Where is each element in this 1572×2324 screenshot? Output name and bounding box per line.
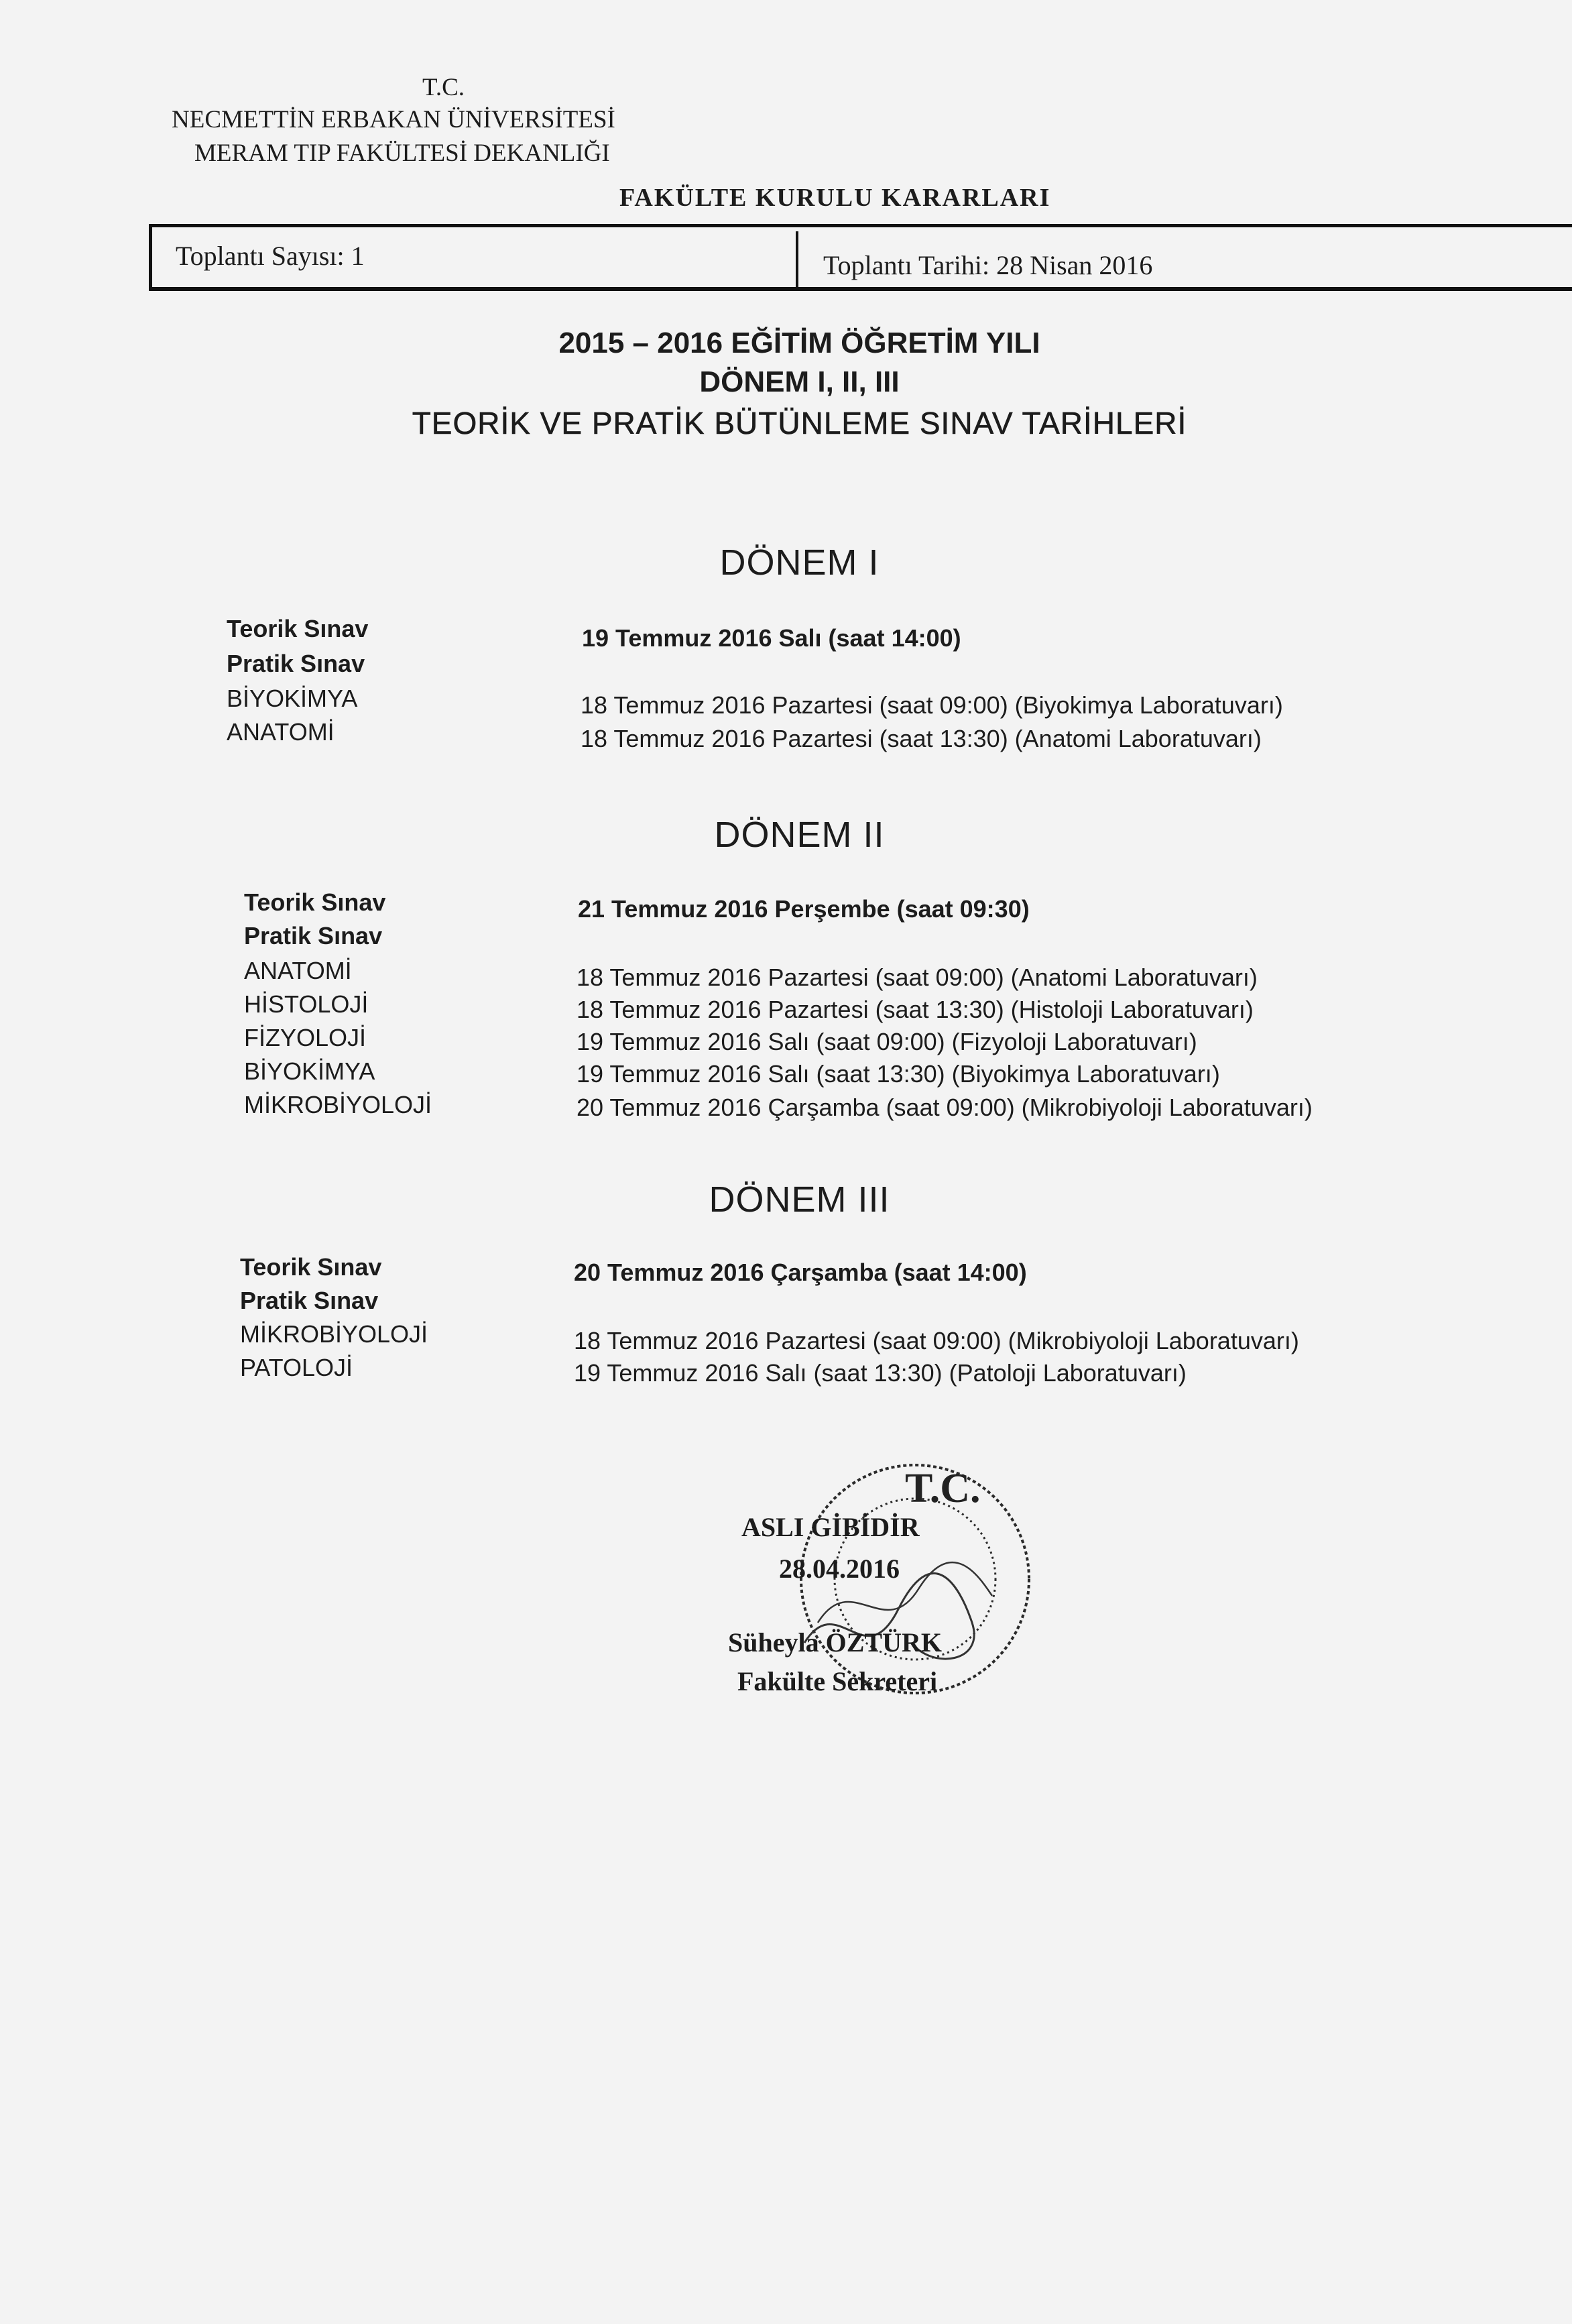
donem1-practical-label: Pratik Sınav (227, 650, 365, 677)
donem2-row-value: 20 Temmuz 2016 Çarşamba (saat 09:00) (Mikrobiyoloji Laboratuvarı) (577, 1094, 1313, 1121)
donem2-row-label: FİZYOLOJİ (244, 1024, 367, 1051)
donem2-heading: DÖNEM II (714, 815, 885, 855)
seal-text: T.C. (905, 1466, 981, 1511)
donem2-theory-label: Teorik Sınav (244, 888, 386, 916)
box-bottom-border (149, 287, 1572, 291)
title-line3: TEORİK VE PRATİK BÜTÜNLEME SINAV TARİHLERİ (412, 406, 1187, 441)
donem2-row-label: ANATOMİ (244, 957, 352, 984)
donem3-practical-label: Pratik Sınav (240, 1287, 379, 1314)
donem2-row-label: MİKROBİYOLOJİ (244, 1091, 432, 1118)
donem2-row-label: HİSTOLOJİ (244, 990, 369, 1018)
stamp-certified-copy: ASLI GİBİDİR (741, 1512, 920, 1542)
signatory-role: Fakülte Sekreteri (737, 1666, 938, 1696)
donem2-theory-value: 21 Temmuz 2016 Perşembe (saat 09:30) (578, 895, 1030, 923)
donem3-theory-label: Teorik Sınav (240, 1253, 382, 1281)
donem1-row-label: ANATOMİ (227, 718, 335, 746)
meeting-date: Toplantı Tarihi: 28 Nisan 2016 (823, 250, 1153, 280)
header-university: NECMETTİN ERBAKAN ÜNİVERSİTESİ (172, 106, 615, 133)
donem2-row-value: 19 Temmuz 2016 Salı (saat 09:00) (Fizyoloji Laboratuvarı) (577, 1028, 1197, 1055)
signatory-name: Süheyla ÖZTÜRK (728, 1627, 942, 1658)
stamp-date: 28.04.2016 (779, 1554, 900, 1584)
donem3-heading: DÖNEM III (709, 1179, 890, 1220)
donem1-theory-value: 19 Temmuz 2016 Salı (saat 14:00) (582, 624, 961, 652)
donem2-row-value: 18 Temmuz 2016 Pazartesi (saat 13:30) (Histoloji Laboratuvarı) (577, 996, 1254, 1023)
header-decisions: FAKÜLTE KURULU KARARLARI (619, 184, 1051, 212)
donem3-theory-value: 20 Temmuz 2016 Çarşamba (saat 14:00) (574, 1259, 1027, 1286)
box-top-border (149, 224, 1572, 227)
box-divider (796, 231, 798, 291)
donem2-row-value: 18 Temmuz 2016 Pazartesi (saat 09:00) (Anatomi Laboratuvarı) (577, 964, 1258, 991)
donem2-row-label: BİYOKİMYA (244, 1057, 375, 1085)
donem1-theory-label: Teorik Sınav (227, 615, 369, 642)
donem1-row-value: 18 Temmuz 2016 Pazartesi (saat 13:30) (Anatomi Laboratuvarı) (581, 725, 1262, 752)
title-line1: 2015 – 2016 EĞİTİM ÖĞRETİM YILI (558, 327, 1040, 359)
donem3-row-label: MİKROBİYOLOJİ (240, 1320, 428, 1348)
donem1-row-label: BİYOKİMYA (227, 685, 358, 712)
donem1-row-value: 18 Temmuz 2016 Pazartesi (saat 09:00) (Biyokimya Laboratuvarı) (581, 691, 1283, 719)
box-left-border (149, 224, 152, 291)
donem3-row-value: 19 Temmuz 2016 Salı (saat 13:30) (Patoloji Laboratuvarı) (574, 1359, 1187, 1387)
donem2-row-value: 19 Temmuz 2016 Salı (saat 13:30) (Biyokimya Laboratuvarı) (577, 1060, 1220, 1088)
donem3-row-value: 18 Temmuz 2016 Pazartesi (saat 09:00) (Mikrobiyoloji Laboratuvarı) (574, 1327, 1299, 1354)
donem1-heading: DÖNEM I (719, 542, 880, 583)
meeting-number: Toplantı Sayısı: 1 (176, 241, 365, 271)
header-tc: T.C. (422, 74, 465, 101)
header-faculty: MERAM TIP FAKÜLTESİ DEKANLIĞI (194, 139, 610, 167)
donem3-row-label: PATOLOJİ (240, 1354, 353, 1381)
donem2-practical-label: Pratik Sınav (244, 922, 383, 949)
title-line2: DÖNEM I, II, III (699, 365, 900, 398)
